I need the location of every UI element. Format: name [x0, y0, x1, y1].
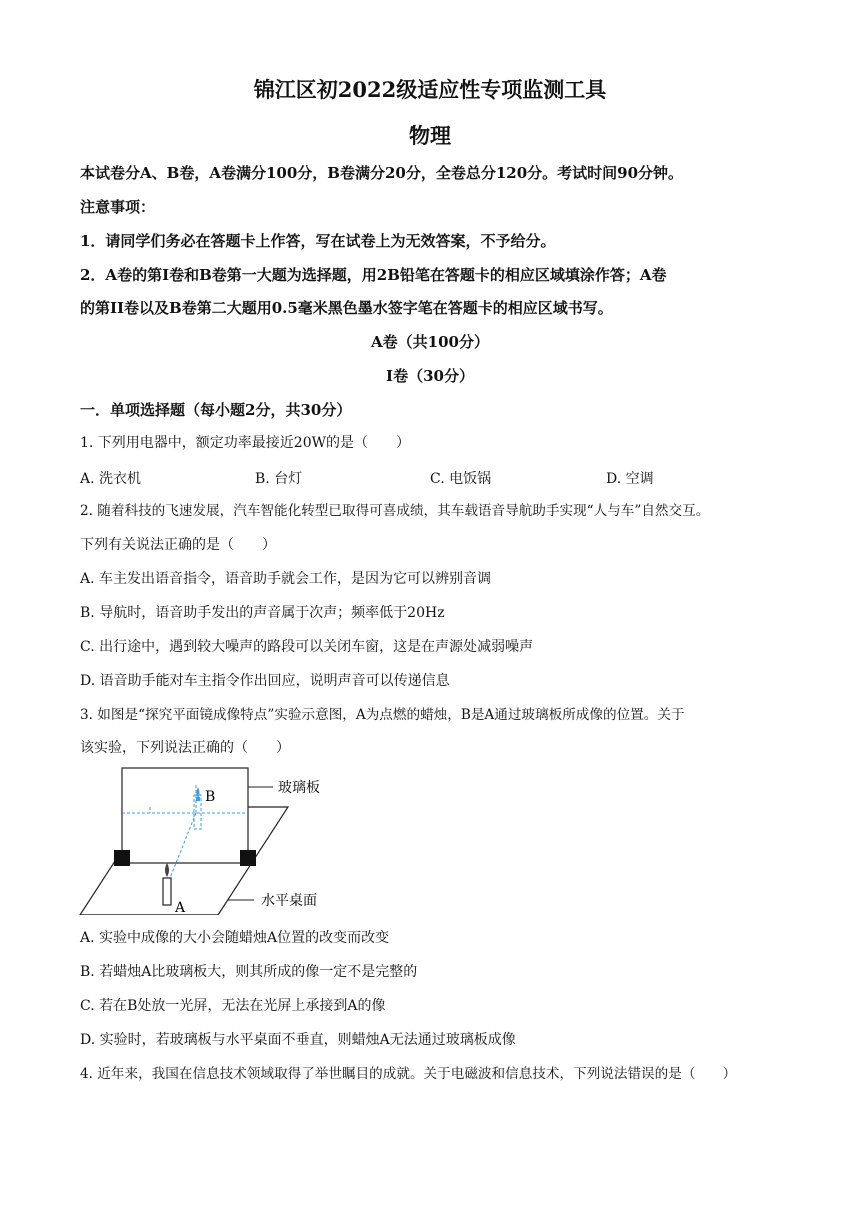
glass-plate — [122, 768, 248, 863]
label-a: A — [175, 900, 186, 915]
support-block-left — [114, 850, 130, 866]
part-1-heading: I卷（30分） — [386, 367, 474, 385]
q3-option-b: B. 若蜡烛A比玻璃板大，则其所成的像一定不是完整的 — [80, 964, 418, 980]
q1-option-a: A. 洗衣机 — [80, 471, 142, 487]
q2-option-b: B. 导航时，语音助手发出的声音属于次声；频率低于20Hz — [80, 605, 445, 621]
paper-a-heading: A卷（共100分） — [371, 333, 489, 351]
q4-stem: 4. 近年来，我国在信息技术领域取得了举世瞩目的成就。关于电磁波和信息技术，下列说法错误的是（ ） — [80, 1066, 737, 1082]
q2-option-c: C. 出行途中，遇到较大噪声的路段可以关闭车窗，这是在声源处减弱噪声 — [80, 639, 534, 655]
notice-item-2-line1: 2．A卷的第I卷和B卷第一大题为选择题，用2B铅笔在答题卡的相应区域填涂作答；A卷 — [80, 266, 667, 284]
exam-title: 锦江区初2022级适应性专项监测工具 — [253, 77, 607, 102]
q2-stem-line1: 2. 随着科技的飞速发展，汽车智能化转型已取得可喜成绩，其车载语音导航助手实现“人与车”自然交互。 — [80, 503, 710, 519]
q3-option-a: A. 实验中成像的大小会随蜡烛A位置的改变而改变 — [80, 930, 390, 946]
support-block-right — [240, 850, 256, 866]
notice-title: 注意事项： — [80, 198, 156, 216]
notice-item-1: 1．请同学们务必在答题卡上作答，写在试卷上为无效答案，不予给分。 — [80, 232, 556, 250]
exam-info: 本试卷分A、B卷，A卷满分100分，B卷满分20分，全卷总分120分。考试时间90分钟。 — [80, 164, 684, 182]
q3-option-d: D. 实验时，若玻璃板与水平桌面不垂直，则蜡烛A无法通过玻璃板成像 — [80, 1032, 516, 1048]
q1-option-d: D. 空调 — [606, 471, 654, 487]
q3-stem-line2: 该实验，下列说法正确的（ ） — [80, 740, 290, 756]
table-label: 水平桌面 — [261, 893, 317, 909]
label-b: B — [205, 789, 216, 805]
q2-option-a: A. 车主发出语音指令，语音助手就会工作，是因为它可以辨别音调 — [80, 571, 492, 587]
q1-option-b: B. 台灯 — [255, 471, 303, 487]
candle-a — [163, 863, 171, 905]
q1-option-c: C. 电饭锅 — [430, 471, 492, 487]
q3-stem-line1: 3. 如图是“探究平面镜成像特点”实验示意图，A为点燃的蜡烛，B是A通过玻璃板所成像的位置。关于 — [80, 707, 685, 723]
notice-item-2-line2: 的第II卷以及B卷第二大题用0.5毫米黑色墨水签字笔在答题卡的相应区域书写。 — [80, 299, 613, 317]
glass-label: 玻璃板 — [278, 780, 320, 796]
q2-stem-line2: 下列有关说法正确的是（ ） — [80, 537, 276, 553]
q3-option-c: C. 若在B处放一光屏，无法在光屏上承接到A的像 — [80, 998, 386, 1014]
section-heading: 一．单项选择题（每小题2分，共30分） — [80, 401, 352, 419]
q1-stem: 1. 下列用电器中，额定功率最接近20W的是（ ） — [80, 435, 411, 451]
mirror-experiment-figure — [78, 765, 348, 915]
subject-title: 物理 — [409, 123, 451, 148]
q2-option-d: D. 语音助手能对车主指令作出回应，说明声音可以传递信息 — [80, 673, 450, 689]
